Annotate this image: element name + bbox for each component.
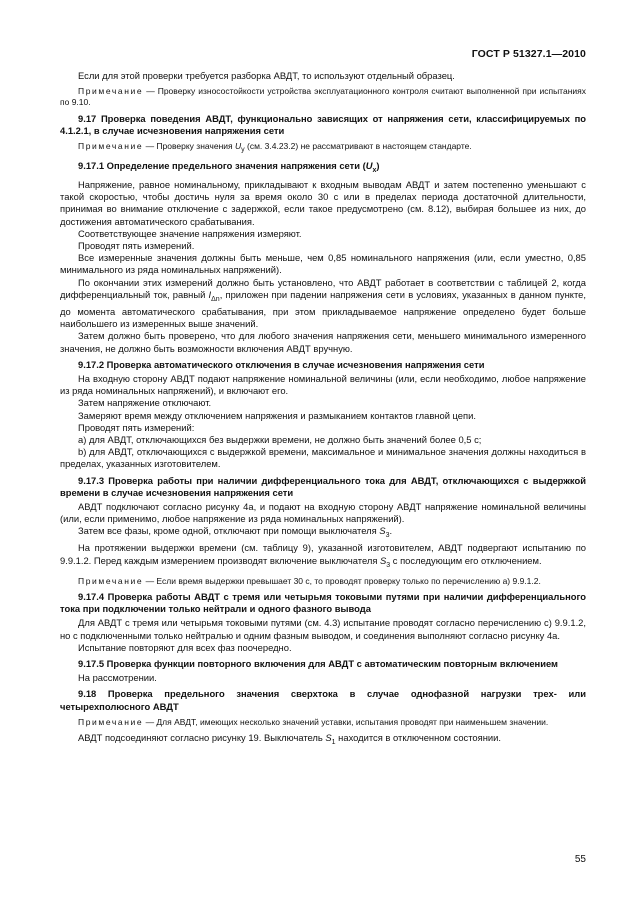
paragraph: На рассмотрении.: [78, 672, 157, 684]
section-heading-9-17: 9.17 Проверка поведения АВДТ, функционально зависящих от напряжения сети, классифицируемых по 4.1.2.1, в случае исчезновения напряжения сети: [60, 112, 586, 136]
paragraph: Проводят пять измерений:: [78, 421, 195, 433]
note: [60, 717, 586, 728]
section-heading-9-17-2: 9.17.2 Проверка автоматического отключения в случае исчезновения напряжения сети: [78, 358, 485, 370]
page-number: 55: [574, 854, 586, 865]
paragraph: АВДТ подсоединяют согласно рисунку 19. Выключатель $S_1$ находится в отключенном состоянии.: [78, 731, 501, 746]
note: Примечание — Проверку значения $U_y$ (см. 3.4.23.2) не рассматривают в настоящем стандарте.: [78, 141, 472, 154]
section-heading-9-18: 9.18 Проверка предельного значения сверхтока в случае однофазной нагрузки трех- или четырехполюсного АВДТ: [60, 688, 586, 712]
paragraph: Замеряют время между отключением напряжения и размыканием контактов главной цепи.: [78, 409, 476, 421]
paragraph: Соответствующее значение напряжения измеряют.: [78, 227, 302, 239]
paragraph: АВДТ подключают согласно рисунку 4а, и подают на входную сторону АВДТ напряжение номинальной величины (или, если применимо, любое напряжение из ряда номинальных напряжений).: [60, 500, 586, 525]
note-label: Примечание: [78, 141, 144, 152]
note-text: — Если время выдержки превышает 30 с, то проводят проверку только по перечислению а) 9.9.1.2.: [143, 575, 541, 586]
note-text: — Проверку износостойкости устройства эксплуатационного контроля считают выполненной при испытаниях по 9.10.: [60, 86, 586, 108]
paragraph: На входную сторону АВДТ подают напряжение номинальной величины (или, если необходимо, любое напряжение из ряда номинальных напряжений), и включают его.: [60, 372, 586, 397]
note: [60, 576, 586, 587]
list-item: b) для АВДТ, отключающихся с выдержкой времени, максимальное и минимальное значения должны находиться в пределах, указанных изготовителем.: [60, 446, 586, 470]
page-body: [60, 70, 586, 749]
section-heading-9-17-3: 9.17.3 Проверка работы при наличии дифференциального тока для АВДТ, отключающихся с выдержкой времени в случае исчезновения напряжения сети: [60, 474, 586, 498]
paragraph: Затем напряжение отключают.: [78, 397, 212, 409]
paragraph: Испытание повторяют для всех фаз поочередно.: [78, 641, 292, 653]
document-header: ГОСТ Р 51327.1—2010: [471, 48, 586, 60]
paragraph: Напряжение, равное номинальному, прикладывают к входным выводам АВДТ и затем постепенно уменьшают с такой скоростью, чтобы достичь нуля за время около 30 с или в пределах периода достаточной длительности, принимая во внимание отключение с задержкой, если такое предусмотрено (см. 8.12), выбирая большее из них, до достижения автоматического срабатывания.: [60, 178, 586, 227]
paragraph: Затем должно быть проверено, что для любого значения напряжения сети, меньшего минимального измеренного значения, не должно быть возможности включения АВДТ вручную.: [60, 330, 586, 354]
paragraph: Проводят пять измерений.: [78, 240, 195, 251]
note: [60, 86, 586, 108]
paragraph: Затем все фазы, кроме одной, отключают при помощи выключателя $S_3$.: [78, 525, 393, 540]
paragraph: Для АВДТ с тремя или четырьмя токовыми путями (см. 4.3) испытание проводят согласно перечислению с) 9.9.1.2, но с подключенными только нейтралью и одним фазным выводом, и соединения выполняют согласно рисунку 4а.: [60, 617, 586, 641]
note-label: Примечание: [78, 716, 144, 727]
note-label: Примечание: [78, 86, 144, 97]
list-item: а) для АВДТ, отключающихся без выдержки времени, не должно быть значений более 0,5 с;: [78, 433, 482, 445]
paragraph: На протяжении выдержки времени (см. таблицу 9), указанной изготовителем, АВДТ подвергают испытанию по 9.9.1.2. Перед каждым измерением производят включение выключателя $S_3$ с последующим его отключением.: [60, 542, 586, 569]
paragraph: По окончании этих измерений должно быть установлено, что АВДТ работает в соответствии с таблицей 2, когда дифференциальный ток, равный $I_{\Delta n}$, приложен при падении напряжения сети в условиях, указанных в данном пункте, до момента автоматического срабатывания, при этом прикладываемое напряжение определено будет больше наибольшего из измеренных выше значений.: [60, 276, 587, 330]
note-text: — Для АВДТ, имеющих несколько значений уставки, испытания проводят при наименьшем значении.: [143, 716, 549, 727]
paragraph: Если для этой проверки требуется разборка АВДТ, то используют отдельный образец.: [78, 70, 455, 81]
section-heading-9-17-4: 9.17.4 Проверка работы АВДТ с тремя или четырьмя токовыми путями при наличии дифференциального тока при подключении только нейтрали и одного фазного вывода: [60, 590, 586, 615]
section-heading-9-17-5: 9.17.5 Проверка функции повторного включения для АВДТ с автоматическим повторным включением: [78, 657, 558, 669]
section-heading-9-17-1: 9.17.1 Определение предельного значения напряжения сети $(U_x)$: [78, 159, 380, 174]
paragraph: Все измеренные значения должны быть меньше, чем 0,85 номинального напряжения (или, если уместно, 0,85 минимального из ряда номинальных напряжений).: [60, 252, 586, 276]
note-label: Примечание: [78, 575, 144, 586]
